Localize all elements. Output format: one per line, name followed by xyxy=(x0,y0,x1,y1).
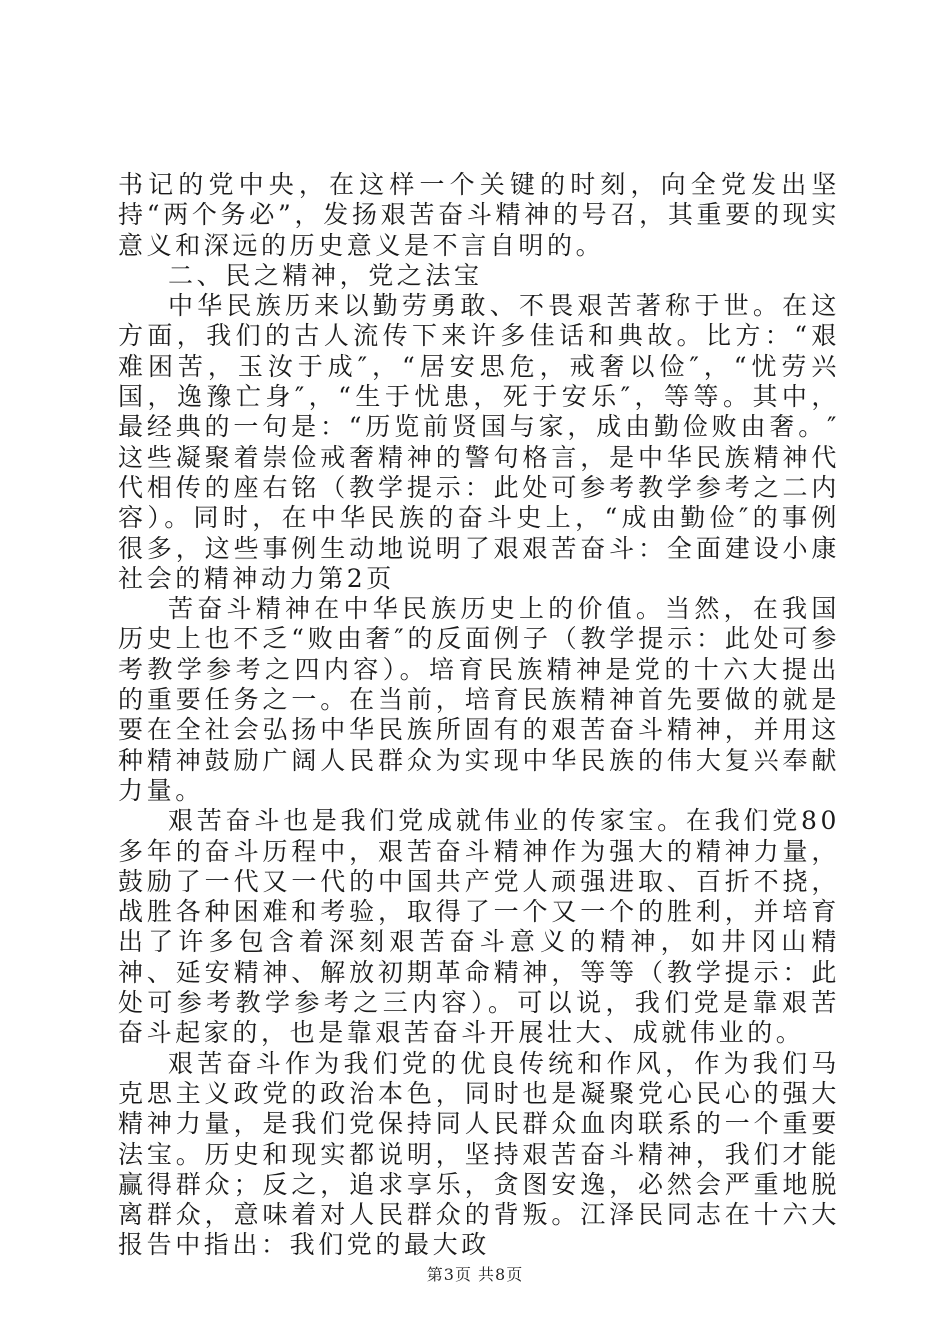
paragraph: 苦奋斗精神在中华民族历史上的价值。当然，在我国历史上也不乏“败由奢″的反面例子（教学提示：此处可参考教学参考之四内容）。培育民族精神是党的十六大提出的重要任务之一。在当前，培育民族精神首先要做的就是要在全社会弘扬中华民族所固有的艰苦奋斗精神，并用这种精神鼓励广阔人民群众为实现中华民族的伟大复兴奉献力量。 xyxy=(118,594,840,805)
paragraph: 艰苦奋斗也是我们党成就伟业的传家宝。在我们党80多年的奋斗历程中，艰苦奋斗精神作为强大的精神力量，鼓励了一代又一代的中国共产党人顽强进取、百折不挠，战胜各种困难和考验，取得了一个又一个的胜利，并培育出了许多包含着深刻艰苦奋斗意义的精神，如井冈山精神、延安精神、解放初期革命精神，等等（教学提示：此处可参考教学参考之三内容）。可以说，我们党是靠艰苦奋斗起家的，也是靠艰苦奋斗开展壮大、成就伟业的。 xyxy=(118,806,840,1048)
paragraph: 艰苦奋斗作为我们党的优良传统和作风，作为我们马克思主义政党的政治本色，同时也是凝聚党心民心的强大精神力量，是我们党保持同人民群众血肉联系的一个重要法宝。历史和现实都说明，坚持艰苦奋斗精神，我们才能赢得群众；反之，追求享乐，贪图安逸，必然会严重地脱离群众，意味着对人民群众的背叛。江泽民同志在十六大报告中指出：我们党的最大政 xyxy=(118,1048,840,1260)
page-footer: 第3页 共8页 xyxy=(426,1265,524,1284)
section-heading: 二、民之精神，党之法宝 xyxy=(168,260,483,290)
paragraph-continuation: 书记的党中央，在这样一个关键的时刻，向全党发出坚持“两个务必”，发扬艰苦奋斗精神的号召，其重要的现实意义和深远的历史意义是不言自明的。 xyxy=(118,170,840,260)
paragraph: 中华民族历来以勤劳勇敢、不畏艰苦著称于世。在这方面，我们的古人流传下来许多佳话和典故。比方：“艰难困苦，玉汝于成″，“居安思危，戒奢以俭″，“忧劳兴国，逸豫亡身″，“生于忧患，死于安乐″，等等。其中，最经典的一句是：“历览前贤国与家，成由勤俭败由奢。″这些凝聚着崇俭戒奢精神的警句格言，是中华民族精神代代相传的座右铭（教学提示：此处可参考教学参考之二内容）。同时，在中华民族的奋斗史上，“成由勤俭″的事例很多，这些事例生动地说明了艰艰苦奋斗：全面建设小康社会的精神动力第2页 xyxy=(118,291,840,593)
body-text xyxy=(118,170,840,1261)
